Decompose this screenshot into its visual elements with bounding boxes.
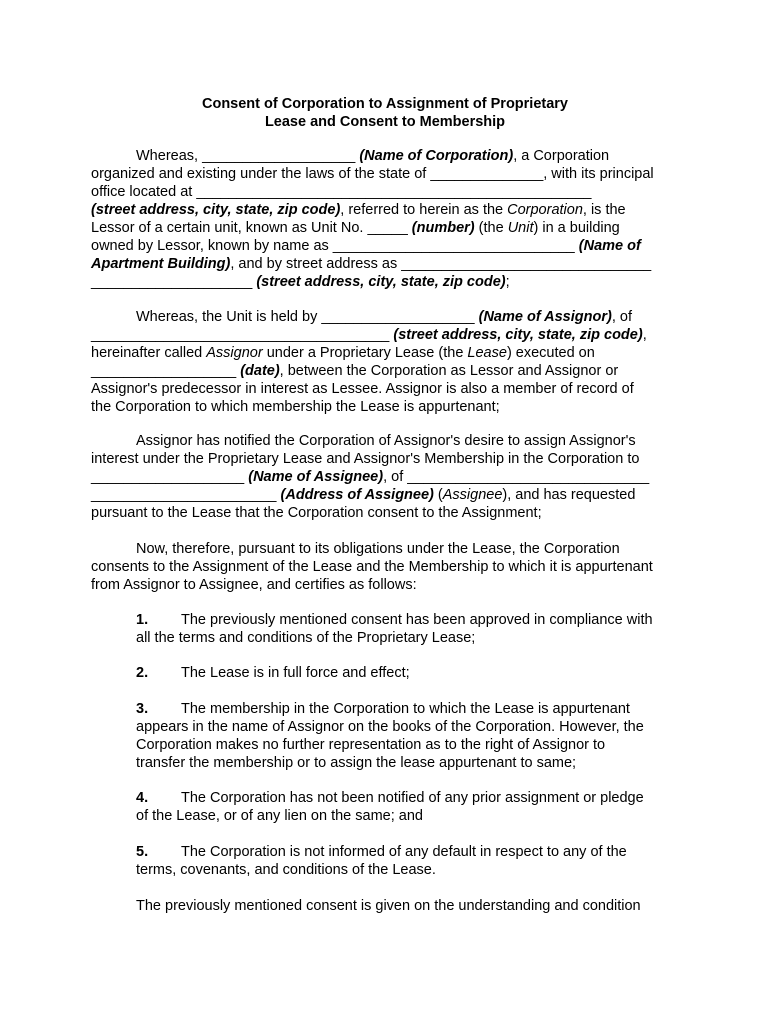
text: ( bbox=[433, 487, 443, 503]
text: The Lease is in full force and effect; bbox=[181, 665, 410, 681]
list-item-1 bbox=[136, 611, 686, 647]
paragraph-now-therefore bbox=[91, 540, 681, 594]
text-line: transfer the membership or to assign the lease appurtenant to same; bbox=[136, 755, 577, 771]
field-label: (date) bbox=[240, 363, 280, 379]
text-line: interest under the Proprietary Lease and Assignor's Membership in the Corporation to bbox=[91, 451, 640, 467]
text-line: from Assignor to Assignee, and certifies as follows: bbox=[91, 577, 417, 593]
list-item-2 bbox=[136, 664, 686, 682]
field-label: (Name of Assignee) bbox=[248, 469, 384, 485]
field-label: (street address, city, state, zip code) bbox=[256, 274, 506, 290]
text-line: consents to the Assignment of the Lease and the Membership to which it is appurtenant bbox=[91, 559, 653, 575]
field-label: (Name of Assignor) bbox=[478, 309, 612, 325]
defined-term: Assignor bbox=[206, 345, 263, 361]
text: ____________________ bbox=[91, 274, 257, 290]
text: , is the bbox=[582, 202, 626, 218]
list-item-4 bbox=[136, 789, 686, 825]
field-label: Apartment Building) bbox=[91, 256, 231, 272]
text: , referred to herein as the bbox=[340, 202, 508, 218]
title-line-2: Lease and Consent to Membership bbox=[264, 114, 506, 130]
text: Whereas, ___________________ bbox=[136, 148, 360, 164]
item-number: 4. bbox=[136, 790, 149, 806]
defined-term: Lease bbox=[467, 345, 507, 361]
defined-term: Corporation bbox=[507, 202, 583, 218]
text-line: terms, covenants, and conditions of the Lease. bbox=[136, 862, 436, 878]
paragraph-assignor-notice bbox=[91, 432, 681, 522]
text-line: office located at _________________________________________________ bbox=[91, 184, 592, 200]
defined-term: Unit bbox=[507, 220, 534, 236]
text: , of ______________________________ bbox=[383, 469, 650, 485]
text-line: Assignor has notified the Corporation of Assignor's desire to assign Assignor's bbox=[136, 433, 636, 449]
text: Lessor of a certain unit, known as Unit No. _____ bbox=[91, 220, 412, 236]
text: (the bbox=[474, 220, 508, 236]
text: _____________________________________ bbox=[91, 327, 394, 343]
list-item-5 bbox=[136, 843, 686, 879]
text: The Corporation has not been notified of any prior assignment or pledge bbox=[181, 790, 644, 806]
text-line: Corporation makes no further representation as to the right of Assignor to bbox=[136, 737, 606, 753]
text-line: of the Lease, or of any lien on the same; and bbox=[136, 808, 423, 824]
title-line-1: Consent of Corporation to Assignment of Proprietary bbox=[201, 96, 568, 112]
paragraph-whereas-unit bbox=[91, 308, 681, 416]
text: ) executed on bbox=[506, 345, 595, 361]
text: , between the Corporation as Lessor and Assignor or bbox=[279, 363, 619, 379]
field-label: (Name of bbox=[578, 238, 641, 254]
item-number: 2. bbox=[136, 665, 149, 681]
defined-term: Assignee bbox=[442, 487, 503, 503]
text-line: pursuant to the Lease that the Corporation consent to the Assignment; bbox=[91, 505, 542, 521]
item-number: 5. bbox=[136, 844, 149, 860]
field-label: (Address of Assignee) bbox=[280, 487, 434, 503]
field-label: (street address, city, state, zip code) bbox=[393, 327, 643, 343]
text: , of bbox=[611, 309, 632, 325]
text: ) in a building bbox=[533, 220, 620, 236]
text-line: appears in the name of Assignor on the books of the Corporation. However, the bbox=[136, 719, 644, 735]
text: ___________________ bbox=[91, 469, 249, 485]
text-line: Now, therefore, pursuant to its obligations under the Lease, the Corporation bbox=[136, 541, 620, 557]
text: owned by Lessor, known by name as ______________________________ bbox=[91, 238, 579, 254]
text-line: all the terms and conditions of the Proprietary Lease; bbox=[136, 630, 476, 646]
text: , a Corporation bbox=[513, 148, 610, 164]
text: under a Proprietary Lease (the bbox=[262, 345, 468, 361]
text: , bbox=[642, 327, 647, 343]
text: ), and has requested bbox=[502, 487, 636, 503]
text-line: The previously mentioned consent is given on the understanding and condition bbox=[136, 898, 641, 914]
field-label: (number) bbox=[411, 220, 475, 236]
text-line: the Corporation to which membership the Lease is appurtenant; bbox=[91, 399, 500, 415]
field-label: (street address, city, state, zip code) bbox=[91, 202, 341, 218]
field-label: (Name of Corporation) bbox=[359, 148, 514, 164]
text: __________________ bbox=[91, 363, 241, 379]
text: The membership in the Corporation to which the Lease is appurtenant bbox=[181, 701, 630, 717]
text: The previously mentioned consent has been approved in compliance with bbox=[181, 612, 653, 628]
text-line: Assignor's predecessor in interest as Lessee. Assignor is also a member of record of bbox=[91, 381, 634, 397]
text: ; bbox=[505, 274, 510, 290]
text: , and by street address as _______________________________ bbox=[230, 256, 652, 272]
text: Whereas, the Unit is held by ___________________ bbox=[136, 309, 479, 325]
text-line: organized and existing under the laws of the state of ______________, with its principal bbox=[91, 166, 654, 182]
text: _______________________ bbox=[91, 487, 281, 503]
document-title bbox=[0, 95, 770, 131]
paragraph-whereas-corporation bbox=[91, 147, 681, 291]
item-number: 1. bbox=[136, 612, 149, 628]
item-number: 3. bbox=[136, 701, 149, 717]
text: The Corporation is not informed of any default in respect to any of the bbox=[181, 844, 627, 860]
closing-paragraph bbox=[136, 897, 686, 915]
list-item-3 bbox=[136, 700, 686, 772]
text: hereinafter called bbox=[91, 345, 207, 361]
